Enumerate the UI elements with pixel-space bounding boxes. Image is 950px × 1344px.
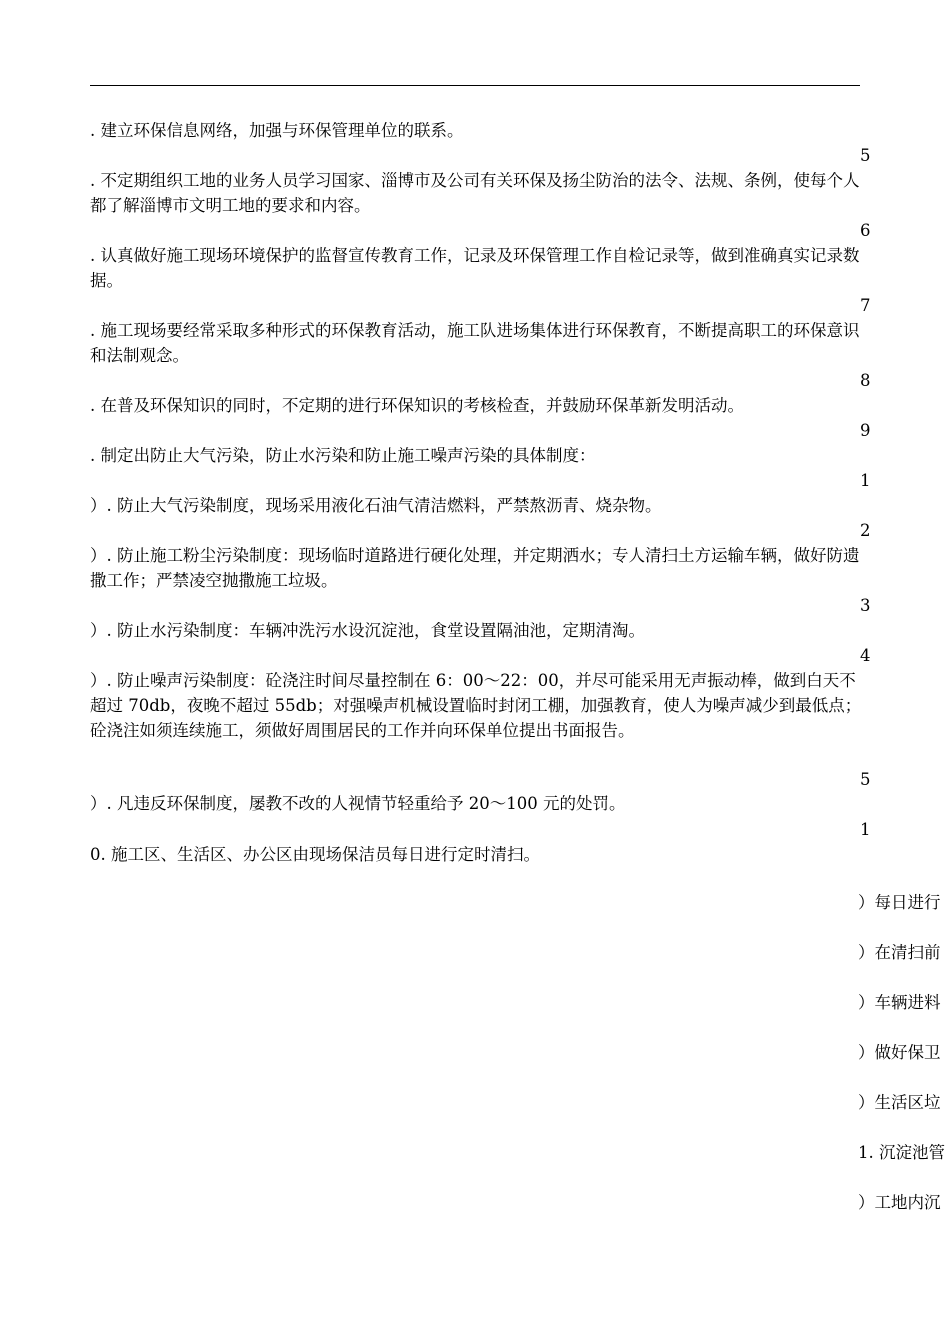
margin-number-6: 1 bbox=[860, 471, 871, 490]
paragraph-6: . 制定出防止大气污染，防止水污染和防止施工噪声污染的具体制度： bbox=[90, 446, 596, 465]
margin-number-7: 2 bbox=[860, 521, 871, 540]
cut-off-line-5: ）生活区垃 bbox=[858, 1093, 941, 1112]
cut-off-line-1: ）每日进行 bbox=[858, 893, 941, 912]
paragraph-10: ）. 防止噪声污染制度：砼浇注时间尽量控制在 6：00～22：00，并尽可能采用无声振动棒，做到白天不超过 70db，夜晚不超过 55db；对强噪声机械设置临时封闭工棚，加强教育，使人为噪声减少到最低点；砼浇注如须连续施工，须做好周围居民的工作并向环保单位提出书面报告。 bbox=[90, 671, 862, 740]
margin-number-3: 7 bbox=[860, 296, 871, 315]
paragraph-4: . 施工现场要经常采取多种形式的环保教育活动，施工队进场集体进行环保教育，不断提高职工的环保意识和法制观念。 bbox=[90, 321, 860, 365]
paragraph-12: 0. 施工区、生活区、办公区由现场保洁员每日进行定时清扫。 bbox=[90, 845, 540, 864]
paragraph-7: ）. 防止大气污染制度，现场采用液化石油气清洁燃料，严禁熬沥青、烧杂物。 bbox=[90, 496, 662, 515]
cut-off-line-4: ）做好保卫 bbox=[858, 1043, 941, 1062]
paragraph-5: . 在普及环保知识的同时，不定期的进行环保知识的考核检查，并鼓励环保革新发明活动。 bbox=[90, 396, 744, 415]
paragraph-8: ）. 防止施工粉尘污染制度：现场临时道路进行硬化处理，并定期洒水；专人清扫土方运输车辆，做好防遗撒工作；严禁凌空抛撒施工垃圾。 bbox=[90, 546, 860, 590]
margin-number-5: 9 bbox=[860, 421, 871, 440]
cut-off-line-2: ）在清扫前 bbox=[858, 943, 941, 962]
margin-number-9: 4 bbox=[860, 646, 871, 665]
margin-number-1: 5 bbox=[860, 146, 871, 165]
cut-off-line-7: ）工地内沉 bbox=[858, 1193, 941, 1212]
margin-number-11: 1 bbox=[860, 820, 871, 839]
paragraph-9: ）. 防止水污染制度：车辆冲洗污水设沉淀池，食堂设置隔油池，定期清淘。 bbox=[90, 621, 645, 640]
paragraph-11: ）. 凡违反环保制度，屡教不改的人视情节轻重给予 20～100 元的处罚。 bbox=[90, 794, 626, 813]
margin-number-8: 3 bbox=[860, 596, 871, 615]
cut-off-line-6: 1. 沉淀池管 bbox=[858, 1143, 945, 1162]
paragraph-2: . 不定期组织工地的业务人员学习国家、淄博市及公司有关环保及扬尘防治的法令、法规、条例，使每个人都了解淄博市文明工地的要求和内容。 bbox=[90, 171, 860, 215]
paragraph-3: . 认真做好施工现场环境保护的监督宣传教育工作，记录及环保管理工作自检记录等，做到准确真实记录数据。 bbox=[90, 246, 860, 290]
margin-number-4: 8 bbox=[860, 371, 871, 390]
paragraph-1: . 建立环保信息网络，加强与环保管理单位的联系。 bbox=[90, 121, 464, 140]
header-rule bbox=[90, 85, 860, 86]
cut-off-line-3: ）车辆进料 bbox=[858, 993, 941, 1012]
margin-number-2: 6 bbox=[860, 221, 871, 240]
margin-number-10: 5 bbox=[860, 770, 871, 789]
